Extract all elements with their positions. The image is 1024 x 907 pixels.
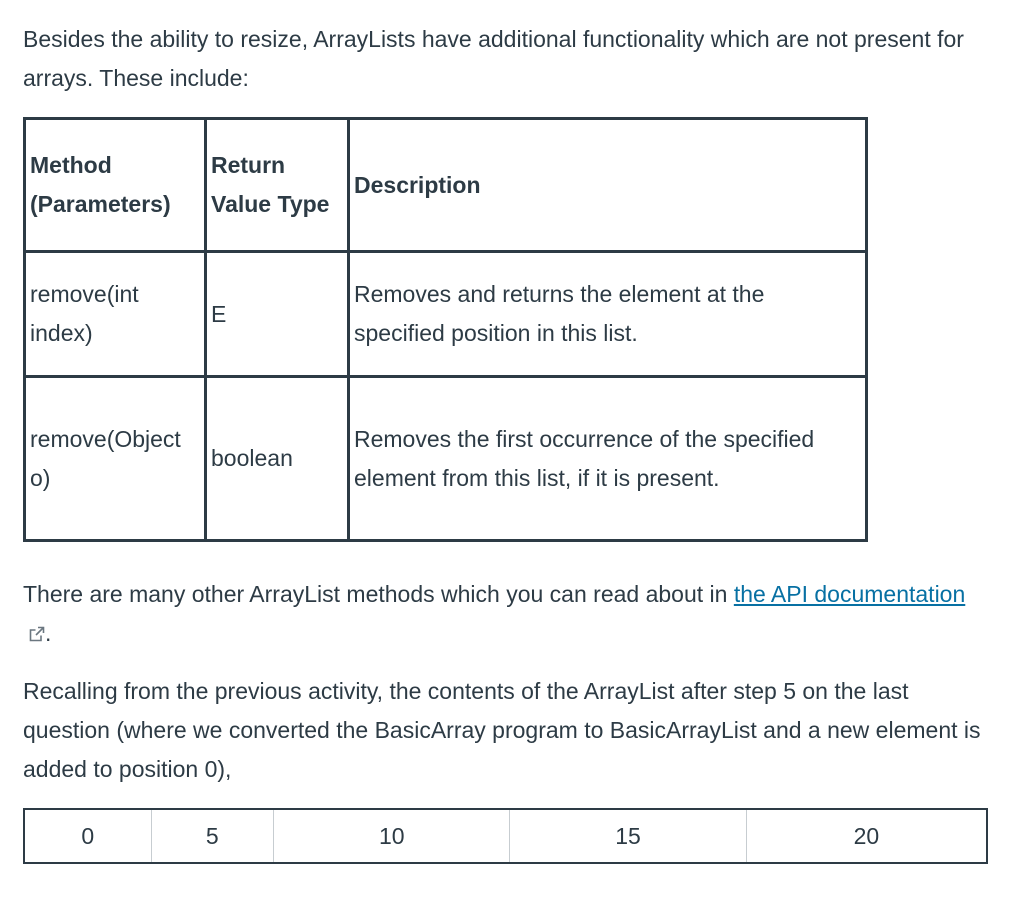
page-content [0, 0, 1024, 98]
header-return-type: Return Value Type [206, 119, 349, 252]
header-method: Method (Parameters) [25, 119, 206, 252]
api-paragraph [23, 575, 983, 653]
methods-table [23, 117, 868, 542]
array-cell: 5 [151, 809, 274, 863]
api-documentation-link[interactable] [734, 581, 965, 607]
array-cell: 15 [510, 809, 746, 863]
description-cell: Removes and returns the element at the specified position in this list. [349, 252, 867, 377]
return-type-cell: boolean [206, 377, 349, 541]
method-cell: remove(int index) [25, 252, 206, 377]
array-cell: 20 [746, 809, 987, 863]
method-cell: remove(Object o) [25, 377, 206, 541]
recall-paragraph: Recalling from the previous activity, the contents of the ArrayList after step 5 on the last question (where we converted the BasicArray program to BasicArrayList and a new element is added to position 0), [23, 678, 981, 782]
description-cell: Removes the first occurrence of the specified element from this list, if it is present. [349, 377, 867, 541]
api-documentation-link-text: the API documentation [733, 581, 966, 607]
header-description: Description [349, 119, 867, 252]
intro-paragraph: Besides the ability to resize, ArrayLists have additional functionality which are not present for arrays. These include: [23, 26, 964, 91]
array-contents-table [23, 808, 988, 864]
api-paragraph-end: . [45, 620, 52, 646]
array-row [24, 809, 987, 863]
table-row [25, 252, 867, 377]
api-paragraph-text: There are many other ArrayList methods which you can read about in [23, 581, 734, 607]
table-header-row [25, 119, 867, 252]
table-row [25, 377, 867, 541]
external-link-icon[interactable] [29, 615, 45, 631]
array-cell: 10 [274, 809, 510, 863]
array-cell: 0 [81, 822, 95, 849]
return-type-cell: E [206, 252, 349, 377]
